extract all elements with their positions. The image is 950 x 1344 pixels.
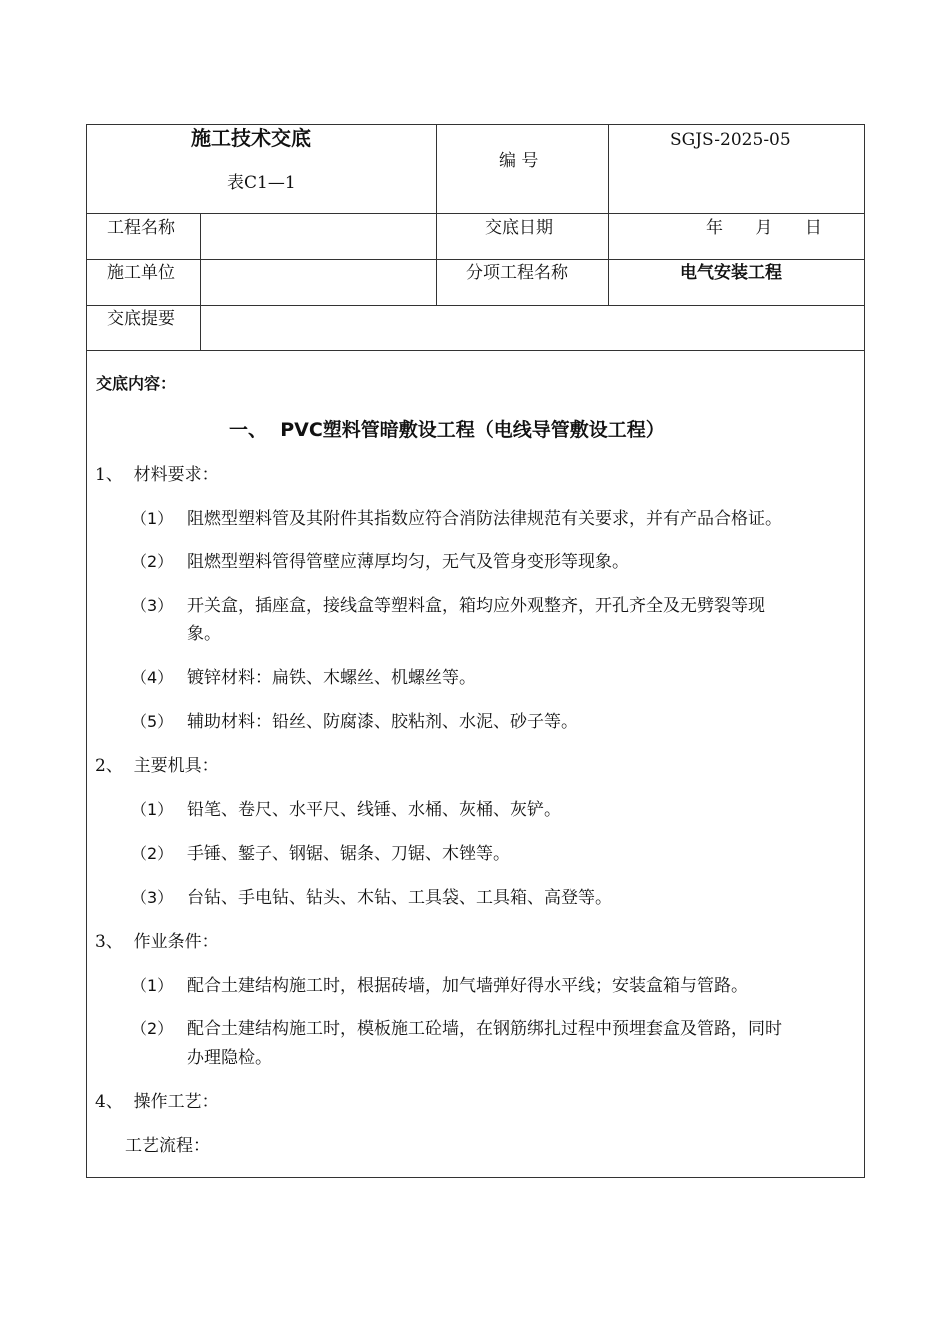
- section-label-process: 4、 操作工艺：: [95, 1092, 219, 1112]
- number-label: 编 号: [499, 151, 539, 171]
- technical-disclosure-form: [86, 124, 865, 1178]
- item-number: （3）: [131, 596, 174, 615]
- item-text: 台钻、手电钻、钻头、木钻、工具袋、工具箱、高登等。: [187, 888, 612, 908]
- item-number: （1）: [131, 509, 174, 528]
- item-number: （1）: [131, 976, 174, 995]
- item-text: 镀锌材料：扁铁、木螺丝、机螺丝等。: [187, 668, 476, 688]
- section-label-conditions: 3、 作业条件：: [95, 932, 219, 952]
- item-text: 阻燃型塑料管及其附件其指数应符合消防法律规范有关要求，并有产品合格证。: [187, 509, 782, 529]
- sub-project-label: 分项工程名称: [466, 263, 568, 283]
- row-divider: [87, 350, 864, 351]
- item-text-continued: 象。: [187, 624, 221, 644]
- item-text-continued: 办理隐检。: [187, 1048, 272, 1068]
- section-title: 一、 PVC塑料管暗敷设工程（电线导管敷设工程）: [229, 419, 665, 441]
- item-number: （2）: [131, 844, 174, 863]
- date-label: 交底日期: [485, 218, 553, 238]
- row-divider: [87, 259, 864, 260]
- date-value[interactable]: 年 月 日: [706, 218, 822, 238]
- item-number: （3）: [131, 888, 174, 907]
- row-divider: [87, 305, 864, 306]
- item-text: 辅助材料：铅丝、防腐漆、胶粘剂、水泥、砂子等。: [187, 712, 578, 732]
- item-text: 配合土建结构施工时，根据砖墙，加气墙弹好得水平线；安装盒箱与管路。: [187, 976, 748, 996]
- col-divider: [608, 125, 609, 305]
- summary-label: 交底提要: [107, 309, 175, 329]
- item-text: 铅笔、卷尺、水平尺、线锤、水桶、灰桶、灰铲。: [187, 800, 561, 820]
- construction-unit-label: 施工单位: [107, 263, 175, 283]
- col-divider: [200, 213, 201, 350]
- item-number: （2）: [131, 552, 174, 571]
- item-number: （2）: [131, 1019, 174, 1038]
- number-value: SGJS-2025-05: [670, 130, 791, 150]
- row-divider: [87, 213, 864, 214]
- process-flow-label: 工艺流程：: [125, 1136, 210, 1156]
- item-number: （4）: [131, 668, 174, 687]
- section-label-materials: 1、 材料要求：: [95, 465, 219, 485]
- form-code: 表C1—1: [227, 173, 296, 193]
- content-heading: 交底内容：: [96, 374, 177, 393]
- item-text: 开关盒，插座盒，接线盒等塑料盒，箱均应外观整齐，开孔齐全及无劈裂等现: [187, 596, 765, 616]
- project-name-label: 工程名称: [107, 218, 175, 238]
- item-text: 手锤、錾子、钢锯、锯条、刀锯、木锉等。: [187, 844, 510, 864]
- item-text: 阻燃型塑料管得管壁应薄厚均匀，无气及管身变形等现象。: [187, 552, 629, 572]
- item-number: （1）: [131, 800, 174, 819]
- item-text: 配合土建结构施工时，模板施工砼墙，在钢筋绑扎过程中预埋套盒及管路，同时: [187, 1019, 782, 1039]
- form-title: 施工技术交底: [191, 126, 311, 150]
- col-divider: [436, 125, 437, 305]
- item-number: （5）: [131, 712, 174, 731]
- sub-project-value: 电气安装工程: [680, 263, 782, 283]
- section-label-tools: 2、 主要机具：: [95, 756, 219, 776]
